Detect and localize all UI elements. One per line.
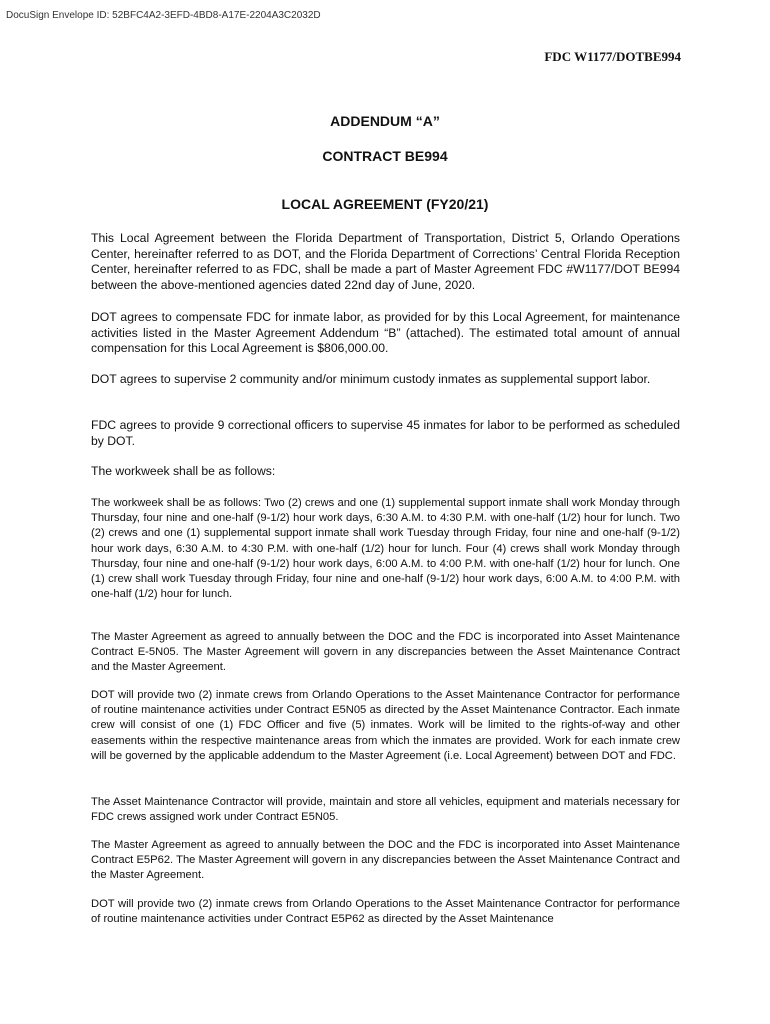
local-agreement-heading: LOCAL AGREEMENT (FY20/21) (281, 196, 489, 212)
paragraph-inmate-crews-e5p62 (91, 897, 680, 927)
paragraph-master-agreement-e5n05 (91, 630, 680, 676)
paragraph-text: The workweek shall be as follows: (91, 464, 276, 478)
paragraph-inmate-crews-e5n05 (91, 688, 680, 764)
paragraph-text: The Master Agreement as agreed to annually between the DOC and the FDC is incorporated into Asset Maintenance Contract E5P62. The Master Agreement will govern in any discrepancies between the Asset Maintenance Contract and the Master Agreement. (91, 839, 680, 882)
paragraph-text: This Local Agreement between the Florida Department of Transportation, District 5, Orlando Operations Center, hereinafter referred to as DOT, and the Florida Department of Corrections’ Central Florida Reception Center, hereinafter referred to as FDC, shall be made a part of Master Agreement FDC #W1177/DOT BE994 between the above-mentioned agencies dated 22nd day of June, 2020. (91, 231, 680, 292)
paragraph-text: DOT agrees to supervise 2 community and/or minimum custody inmates as supplemental support labor. (91, 372, 651, 386)
docusign-envelope-id: DocuSign Envelope ID: 52BFC4A2-3EFD-4BD8-A17E-2204A3C2032D (6, 10, 321, 21)
addendum-heading: ADDENDUM “A” (330, 113, 440, 129)
paragraph-contractor-vehicles (91, 795, 680, 825)
contract-heading: CONTRACT BE994 (322, 148, 448, 164)
paragraph-text: DOT will provide two (2) inmate crews from Orlando Operations to the Asset Maintenance Contractor for performance of routine maintenance activities under Contract E5N05 as directed by the Asset Maintenance Contractor. Each inmate crew will consist of one (1) FDC Officer and five (5) inmates. Work will be limited to the rights-of-way and other easements within the respective maintenance areas from which the inmates are provided. Work for each inmate crew will be governed by the applicable addendum to the Master Agreement (i.e. Local Agreement) between DOT and FDC. (91, 689, 680, 762)
paragraph-text: The Asset Maintenance Contractor will provide, maintain and store all vehicles, equipment and materials necessary for FDC crews assigned work under Contract E5N05. (91, 796, 680, 824)
paragraph-text: The Master Agreement as agreed to annually between the DOC and the FDC is incorporated into Asset Maintenance Contract E-5N05. The Master Agreement will govern in any discrepancies between the Asset Maintenance Contract and the Master Agreement. (91, 631, 680, 674)
paragraph-supervise-inmates (91, 372, 680, 388)
paragraph-text: DOT will provide two (2) inmate crews from Orlando Operations to the Asset Maintenance Contractor for performance of routine maintenance activities under Contract E5P62 as directed by the Asset Maintenance (91, 898, 680, 926)
paragraph-master-agreement-e5p62 (91, 838, 680, 884)
paragraph-workweek-schedule (91, 496, 680, 602)
paragraph-compensation (91, 310, 680, 357)
paragraph-text: FDC agrees to provide 9 correctional officers to supervise 45 inmates for labor to be performed as scheduled by DOT. (91, 418, 680, 448)
paragraph-workweek-intro (91, 464, 680, 480)
contract-number: FDC W1177/DOTBE994 (544, 49, 681, 64)
paragraph-intro (91, 231, 680, 293)
paragraph-text: DOT agrees to compensate FDC for inmate labor, as provided for by this Local Agreement, for maintenance activities listed in the Master Agreement Addendum “B” (attached). The estimated total amount of annual compensation for this Local Agreement is $806,000.00. (91, 310, 680, 356)
paragraph-correctional-officers (91, 418, 680, 449)
paragraph-text: The workweek shall be as follows: Two (2) crews and one (1) supplemental support inmate shall work Monday through Thursday, four nine and one-half (9-1/2) hour work days, 6:30 A.M. to 4:30 P.M. with one-half (1/2) hour for lunch. Two (2) crews and one (1) supplemental support inmate shall work Tuesday through Friday, four nine and one-half (9-1/2) hour work days, 6:30 A.M. to 4:30 P.M. with one-half (1/2) hour for lunch. Four (4) crews shall work Monday through Thursday, four nine and one-half (9-1/2) hour work days, 6:00 A.M. to 4:00 P.M. with one-half (1/2) hour for lunch. One (1) crew shall work Tuesday through Friday, four nine and one-half (9-1/2) hour work days, 6:00 A.M. to 4:00 P.M. with one-half (1/2) hour for lunch. (91, 497, 680, 601)
